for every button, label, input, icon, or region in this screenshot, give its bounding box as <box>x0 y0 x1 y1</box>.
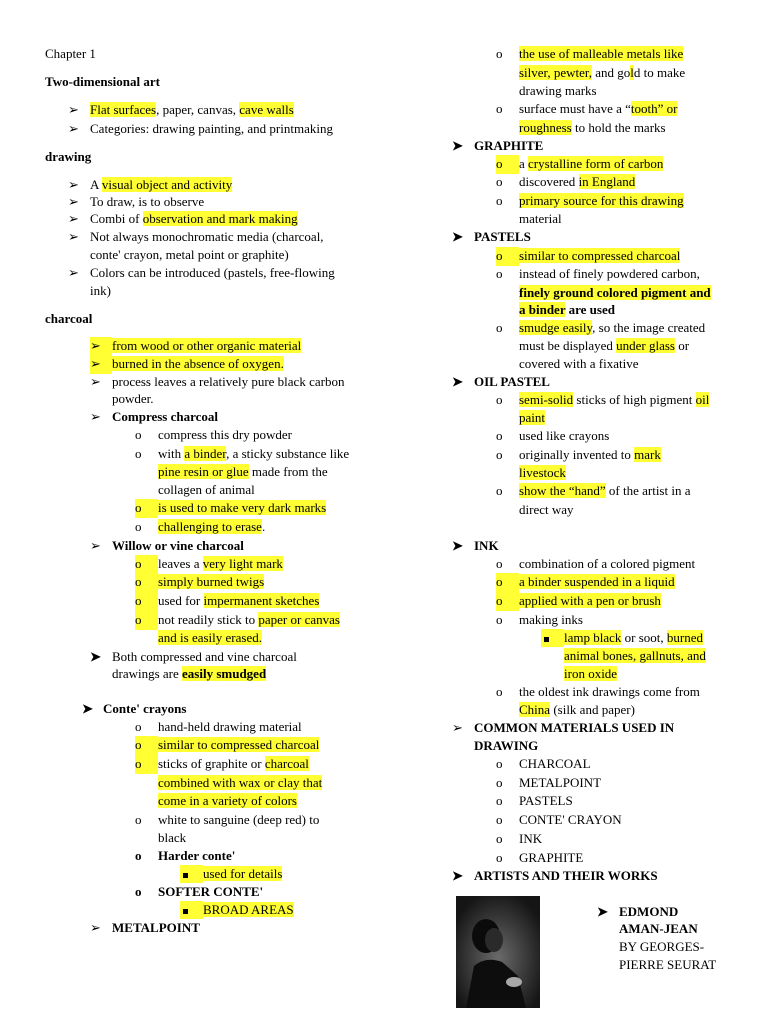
arrow-bullet: ➢ <box>68 229 79 244</box>
list-item-cont: livestock <box>519 465 566 480</box>
list-item-cont: black <box>158 830 187 845</box>
list-item: the use of malleable metals like <box>519 46 684 61</box>
square-bullet <box>180 865 203 883</box>
circle-bullet: o <box>496 101 503 116</box>
charcoal-heading: charcoal <box>45 311 93 326</box>
arrow-bullet: ➢ <box>68 211 79 226</box>
circle-bullet: o <box>135 519 142 534</box>
list-item: not readily stick to paper or canvas <box>158 612 340 627</box>
list-item: Both compressed and vine charcoal <box>112 649 297 664</box>
circle-bullet: o <box>496 850 503 865</box>
list-item: process leaves a relatively pure black carbon <box>112 374 345 389</box>
arrow-bullet: ➢ <box>90 355 112 374</box>
list-item: A visual object and activity <box>90 177 233 192</box>
list-item-cont: China (silk and paper) <box>519 702 635 717</box>
circle-bullet: o <box>496 174 503 189</box>
list-item-cont: and is easily erased. <box>158 630 262 645</box>
circle-bullet: o <box>135 755 158 774</box>
conte-heading: Conte' crayons <box>103 701 187 716</box>
list-item: GRAPHITE <box>519 850 584 865</box>
arrow-bullet: ➢ <box>90 920 101 935</box>
list-item-cont: finely ground colored pigment and <box>519 285 711 300</box>
circle-bullet: o <box>135 884 142 899</box>
list-item: a binder suspended in a liquid <box>519 574 675 589</box>
arrow-bullet: ➤ <box>452 868 463 883</box>
circle-bullet: o <box>496 247 519 266</box>
list-item-cont: powder. <box>112 391 154 406</box>
arrow-bullet: ➢ <box>68 102 79 117</box>
circle-bullet: o <box>496 428 503 443</box>
list-item: making inks <box>519 612 583 627</box>
arrow-bullet: ➢ <box>90 337 112 356</box>
square-bullet <box>180 901 203 919</box>
list-item: combination of a colored pigment <box>519 556 696 571</box>
list-item-cont: combined with wax or clay that <box>158 775 323 790</box>
list-item-cont: silver, pewter, and gold to make <box>519 65 686 80</box>
arrow-bullet: ➢ <box>90 538 101 553</box>
list-item: similar to compressed charcoal <box>519 248 681 263</box>
list-item-cont: paint <box>519 410 545 425</box>
circle-bullet: o <box>496 392 503 407</box>
arrow-bullet: ➤ <box>597 904 608 919</box>
list-item: BROAD AREAS <box>203 902 294 917</box>
list-item: instead of finely powdered carbon, <box>519 266 700 281</box>
list-item-cont: a binder are used <box>519 302 615 317</box>
circle-bullet: o <box>135 555 158 574</box>
arrow-bullet: ➤ <box>90 649 101 664</box>
willow-heading: Willow or vine charcoal <box>112 538 244 553</box>
list-item: smudge easily, so the image created <box>519 320 706 335</box>
circle-bullet: o <box>135 848 142 863</box>
list-item: CHARCOAL <box>519 756 591 771</box>
list-item: from wood or other organic material <box>112 338 302 353</box>
list-item: leaves a very light mark <box>158 556 283 571</box>
list-item-cont: covered with a fixative <box>519 356 639 371</box>
circle-bullet: o <box>135 427 142 442</box>
list-item: Categories: drawing painting, and printmaking <box>90 121 333 136</box>
circle-bullet: o <box>496 793 503 808</box>
two-d-heading: Two-dimensional art <box>45 74 160 89</box>
list-item: METALPOINT <box>519 775 602 790</box>
list-item: white to sanguine (deep red) to <box>158 812 320 827</box>
list-item: primary source for this drawing <box>519 193 684 208</box>
list-item: a crystalline form of carbon <box>519 156 664 171</box>
chapter-title: Chapter 1 <box>45 46 96 61</box>
ink-heading: INK <box>474 538 499 553</box>
list-item: Flat surfaces, paper, canvas, cave walls <box>90 102 294 117</box>
common-heading-cont: DRAWING <box>474 738 539 753</box>
softer-heading: SOFTER CONTE' <box>158 884 264 899</box>
circle-bullet: o <box>135 499 158 518</box>
list-item: used for details <box>203 866 283 881</box>
list-item: with a binder, a sticky substance like <box>158 446 350 461</box>
circle-bullet: o <box>496 193 503 208</box>
list-item: Not always monochromatic media (charcoal, <box>90 229 324 244</box>
list-item: burned in the absence of oxygen. <box>112 356 284 371</box>
circle-bullet: o <box>496 756 503 771</box>
circle-bullet: o <box>496 447 503 462</box>
list-item-cont: conte' crayon, metal point or graphite) <box>90 247 289 262</box>
artist-credit-cont: PIERRE SEURAT <box>619 957 717 972</box>
list-item-cont: direct way <box>519 502 574 517</box>
list-item: discovered in England <box>519 174 636 189</box>
arrow-bullet: ➤ <box>452 138 463 153</box>
list-item-cont: come in a variety of colors <box>158 793 297 808</box>
list-item: lamp black or soot, burned <box>564 630 704 645</box>
list-item: CONTE' CRAYON <box>519 812 622 827</box>
artists-heading: ARTISTS AND THEIR WORKS <box>474 868 658 883</box>
artist-credit: BY GEORGES- <box>619 939 705 954</box>
circle-bullet: o <box>496 556 503 571</box>
arrow-bullet: ➢ <box>68 177 79 192</box>
artwork-image <box>456 896 540 1008</box>
list-item-cont: drawing marks <box>519 83 597 98</box>
circle-bullet: o <box>135 446 142 461</box>
common-heading: COMMON MATERIALS USED IN <box>474 720 675 735</box>
list-item-cont: roughness to hold the marks <box>519 120 666 135</box>
drawing-heading: drawing <box>45 149 92 164</box>
circle-bullet: o <box>496 155 519 174</box>
pastels-heading: PASTELS <box>474 229 531 244</box>
list-item-cont: pine resin or glue made from the <box>158 464 328 479</box>
circle-bullet: o <box>135 736 158 755</box>
circle-bullet: o <box>135 812 142 827</box>
circle-bullet: o <box>496 831 503 846</box>
list-item-cont: iron oxide <box>564 666 618 681</box>
list-item: applied with a pen or brush <box>519 593 661 608</box>
circle-bullet: o <box>496 483 503 498</box>
list-item: compress this dry powder <box>158 427 292 442</box>
compress-heading: Compress charcoal <box>112 409 219 424</box>
list-item-cont: ink) <box>90 283 111 298</box>
arrow-bullet: ➤ <box>452 374 463 389</box>
list-item-cont: collagen of animal <box>158 482 255 497</box>
list-item: INK <box>519 831 543 846</box>
list-item-cont: must be displayed under glass or <box>519 338 690 353</box>
list-item: challenging to erase. <box>158 519 266 534</box>
list-item: similar to compressed charcoal <box>158 737 320 752</box>
arrow-bullet: ➢ <box>68 194 79 209</box>
arrow-bullet: ➤ <box>82 701 93 716</box>
list-item: used like crayons <box>519 428 610 443</box>
arrow-bullet: ➢ <box>90 409 101 424</box>
artist-name-cont: AMAN-JEAN <box>619 921 698 936</box>
circle-bullet: o <box>496 592 519 611</box>
arrow-bullet: ➢ <box>452 720 463 735</box>
list-item: hand-held drawing material <box>158 719 302 734</box>
list-item-cont: animal bones, gallnuts, and <box>564 648 706 663</box>
graphite-heading: GRAPHITE <box>474 138 544 153</box>
list-item: surface must have a “tooth” or <box>519 101 678 116</box>
circle-bullet: o <box>135 611 158 630</box>
circle-bullet: o <box>496 320 503 335</box>
circle-bullet: o <box>496 775 503 790</box>
list-item: Combi of observation and mark making <box>90 211 298 226</box>
list-item: semi-solid sticks of high pigment oil <box>519 392 710 407</box>
circle-bullet: o <box>496 612 503 627</box>
arrow-bullet: ➤ <box>452 229 463 244</box>
arrow-bullet: ➢ <box>68 121 79 136</box>
circle-bullet: o <box>496 266 503 281</box>
circle-bullet: o <box>496 684 503 699</box>
list-item: sticks of graphite or charcoal <box>158 756 309 771</box>
square-bullet <box>541 629 564 647</box>
arrow-bullet: ➢ <box>90 374 101 389</box>
circle-bullet: o <box>135 573 158 592</box>
circle-bullet: o <box>496 812 503 827</box>
circle-bullet: o <box>496 46 503 61</box>
harder-heading: Harder conte' <box>158 848 236 863</box>
list-item: To draw, is to observe <box>90 194 205 209</box>
list-item: is used to make very dark marks <box>158 500 327 515</box>
list-item-cont: material <box>519 211 562 226</box>
list-item: used for impermanent sketches <box>158 593 320 608</box>
oil-pastel-heading: OIL PASTEL <box>474 374 550 389</box>
circle-bullet: o <box>135 592 158 611</box>
circle-bullet: o <box>135 719 142 734</box>
arrow-bullet: ➤ <box>452 538 463 553</box>
artist-name: EDMOND <box>619 904 679 919</box>
list-item: originally invented to mark <box>519 447 661 462</box>
list-item: simply burned twigs <box>158 574 265 589</box>
circle-bullet: o <box>496 573 519 592</box>
list-item: the oldest ink drawings come from <box>519 684 700 699</box>
arrow-bullet: ➢ <box>68 265 79 280</box>
list-item: show the “hand” of the artist in a <box>519 483 691 498</box>
list-item-cont: drawings are easily smudged <box>112 666 267 681</box>
list-item: Colors can be introduced (pastels, free-flowing <box>90 265 335 280</box>
metalpoint-heading: METALPOINT <box>112 920 200 935</box>
list-item: PASTELS <box>519 793 573 808</box>
